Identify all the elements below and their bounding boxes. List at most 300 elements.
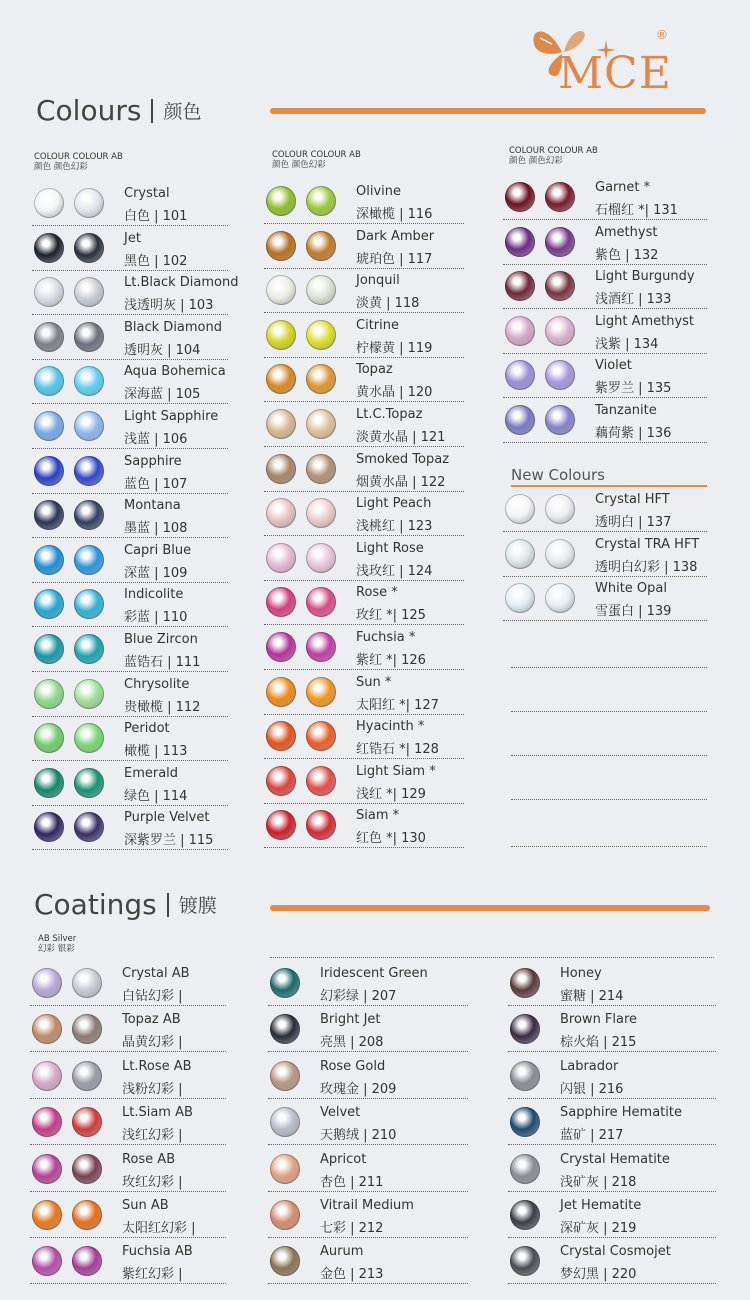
colour-code: 柠檬黄 | 119 bbox=[356, 340, 433, 356]
swatch-entry bbox=[30, 1148, 226, 1192]
swatch-gem-ab bbox=[545, 539, 575, 569]
swatch-entry bbox=[264, 358, 464, 402]
colour-code: 雪蛋白 | 139 bbox=[595, 604, 672, 620]
colour-code: 石榴红 *| 131 bbox=[595, 203, 678, 218]
colour-name: Topaz AB bbox=[122, 1012, 181, 1028]
swatch-entry bbox=[503, 488, 707, 532]
swatch-entry bbox=[264, 448, 464, 492]
swatch-gem bbox=[510, 1154, 540, 1184]
coatings-top-rule bbox=[270, 914, 714, 958]
colour-code: 幻彩绿 | 207 bbox=[320, 989, 397, 1004]
swatch-entry bbox=[264, 581, 464, 625]
colour-code: 玫红 *| 125 bbox=[356, 608, 426, 624]
coatings-rule bbox=[270, 905, 710, 911]
colour-name: Sun AB bbox=[122, 1198, 169, 1213]
swatch-gem-ab bbox=[306, 721, 336, 751]
swatch-entry bbox=[30, 962, 226, 1006]
swatch-gem bbox=[34, 366, 64, 396]
colour-code: 浅红 *| 129 bbox=[356, 786, 426, 802]
swatch-gem bbox=[266, 320, 296, 350]
colour-code: 墨蓝 | 108 bbox=[124, 521, 188, 537]
swatch-gem bbox=[34, 723, 64, 753]
swatch-entry bbox=[508, 1008, 716, 1052]
colour-code: 藕荷紫 | 136 bbox=[595, 426, 672, 441]
colour-name: Rose Gold bbox=[320, 1058, 386, 1074]
swatch-entry bbox=[503, 221, 707, 265]
swatch-gem bbox=[34, 812, 64, 842]
colour-name: Light Amethyst bbox=[595, 313, 695, 329]
swatch-gem bbox=[505, 227, 535, 257]
swatch-entry bbox=[268, 1194, 468, 1238]
swatch-gem-ab bbox=[306, 364, 336, 394]
swatch-entry bbox=[503, 310, 707, 354]
colour-name: Rose AB bbox=[122, 1151, 176, 1167]
swatch-entry bbox=[508, 962, 716, 1006]
swatch-gem bbox=[32, 1246, 62, 1276]
colour-code: 梦幻黑 | 220 bbox=[560, 1267, 637, 1283]
swatch-entry bbox=[264, 760, 464, 804]
colour-name: Citrine bbox=[356, 317, 399, 333]
coatings-section-title bbox=[34, 888, 217, 921]
swatch-gem bbox=[270, 968, 300, 998]
swatch-entry bbox=[32, 628, 228, 672]
colour-name: Hyacinth * bbox=[356, 719, 425, 735]
colour-name: Chrysolite bbox=[124, 676, 190, 692]
new-colours-heading: New Colours bbox=[511, 466, 707, 487]
swatch-gem bbox=[266, 498, 296, 528]
swatch-entry bbox=[32, 806, 228, 850]
colour-name: Crystal HFT bbox=[595, 492, 670, 507]
swatch-gem-ab bbox=[306, 186, 336, 216]
colour-code: 透明白幻彩 | 138 bbox=[595, 559, 698, 575]
colour-name: Olivine bbox=[356, 184, 401, 199]
colour-code: 闪银 | 216 bbox=[560, 1081, 624, 1097]
colour-name: Sun * bbox=[356, 674, 392, 690]
swatch-gem-ab bbox=[545, 583, 575, 613]
swatch-entry bbox=[30, 1008, 226, 1052]
swatch-gem bbox=[34, 233, 64, 263]
swatch-gem-ab bbox=[545, 182, 575, 212]
swatch-gem-ab bbox=[306, 231, 336, 261]
swatch-entry bbox=[30, 1194, 226, 1238]
swatch-gem-ab bbox=[74, 233, 104, 263]
blank-row bbox=[511, 712, 707, 756]
colour-code: 黑色 | 102 bbox=[124, 253, 188, 269]
colour-name: Velvet bbox=[320, 1105, 361, 1121]
colour-name: Apricot bbox=[320, 1151, 367, 1167]
swatch-gem-ab bbox=[74, 411, 104, 441]
colour-name: Jet Hematite bbox=[560, 1198, 642, 1213]
brand-logo bbox=[528, 14, 678, 104]
colour-code: 深紫罗兰 | 115 bbox=[124, 833, 214, 849]
colour-name: Black Diamond bbox=[124, 319, 223, 335]
colour-code: 绿色 | 114 bbox=[124, 788, 188, 804]
colour-name: Jet bbox=[124, 230, 141, 246]
title-separator bbox=[151, 99, 153, 123]
colour-name: Dark Amber bbox=[356, 228, 435, 244]
colour-code: 紫罗兰 | 135 bbox=[595, 381, 672, 397]
swatch-gem-ab bbox=[306, 587, 336, 617]
swatch-gem bbox=[505, 494, 535, 524]
colour-name: Montana bbox=[124, 498, 181, 514]
colour-name: Rose * bbox=[356, 585, 398, 601]
swatch-entry bbox=[32, 271, 239, 315]
colour-name: Jonquil bbox=[356, 273, 400, 289]
swatch-gem bbox=[34, 456, 64, 486]
coatings-title-cn: 镀膜 bbox=[178, 895, 217, 917]
colour-name: Blue Zircon bbox=[124, 632, 198, 647]
swatch-entry bbox=[264, 314, 464, 358]
colour-code: 浅透明灰 | 103 bbox=[124, 298, 214, 314]
coatings-title-en: Coatings bbox=[34, 888, 157, 921]
colour-name: Light Sapphire bbox=[124, 409, 219, 424]
swatch-entry bbox=[32, 583, 228, 627]
swatch-gem-ab bbox=[74, 277, 104, 307]
swatch-entry bbox=[268, 962, 468, 1006]
colour-code: 天鹅绒 | 210 bbox=[320, 1128, 397, 1144]
swatch-gem-ab bbox=[72, 1061, 102, 1091]
swatch-gem bbox=[270, 1014, 300, 1044]
swatch-gem bbox=[270, 1154, 300, 1184]
swatch-gem bbox=[270, 1107, 300, 1137]
colour-name: Lt.C.Topaz bbox=[356, 407, 423, 422]
swatch-gem bbox=[34, 679, 64, 709]
colour-name: Fuchsia AB bbox=[122, 1244, 193, 1260]
registered-mark: ® bbox=[656, 28, 668, 42]
swatch-entry bbox=[32, 494, 228, 538]
swatch-entry bbox=[32, 673, 228, 717]
swatch-entry bbox=[508, 1148, 716, 1192]
colour-name: Crystal AB bbox=[122, 966, 190, 981]
swatch-gem-ab bbox=[545, 360, 575, 390]
colour-name: Topaz bbox=[356, 362, 393, 378]
swatch-entry bbox=[508, 1055, 716, 1099]
swatch-gem bbox=[510, 1061, 540, 1091]
colour-code: 红锆石 *| 128 bbox=[356, 742, 439, 758]
swatch-gem bbox=[510, 1246, 540, 1276]
colour-name: Labrador bbox=[560, 1058, 619, 1074]
swatch-entry bbox=[264, 626, 464, 670]
colour-name: Aurum bbox=[320, 1244, 364, 1260]
colour-name: Crystal Cosmojet bbox=[560, 1244, 671, 1260]
colour-code: 深矿灰 | 219 bbox=[560, 1221, 637, 1236]
swatch-gem-ab bbox=[74, 500, 104, 530]
swatch-gem bbox=[266, 364, 296, 394]
colour-code: 浅桃红 | 123 bbox=[356, 519, 433, 535]
colour-name: Bright Jet bbox=[320, 1012, 381, 1028]
swatch-entry bbox=[503, 533, 707, 577]
swatch-entry bbox=[264, 715, 464, 759]
col3-header: COLOUR COLOUR AB 颜色 颜色幻彩 bbox=[509, 146, 598, 166]
swatch-entry bbox=[264, 492, 464, 536]
colour-code: 玫瑰金 | 209 bbox=[320, 1081, 397, 1097]
swatch-entry bbox=[30, 1240, 226, 1284]
blank-row bbox=[511, 624, 707, 668]
swatch-gem bbox=[34, 589, 64, 619]
swatch-gem-ab bbox=[74, 456, 104, 486]
swatch-gem-ab bbox=[545, 316, 575, 346]
colour-code: 紫红幻彩 | bbox=[122, 1267, 183, 1283]
colour-code: 黄水晶 | 120 bbox=[356, 385, 433, 401]
colour-name: Honey bbox=[560, 966, 602, 981]
swatch-gem bbox=[266, 275, 296, 305]
swatch-entry bbox=[264, 180, 464, 224]
swatch-entry bbox=[264, 269, 464, 313]
colour-code: 棕火焰 | 215 bbox=[560, 1035, 637, 1051]
colour-name: Crystal TRA HFT bbox=[595, 536, 700, 552]
swatch-gem bbox=[505, 316, 535, 346]
swatch-entry bbox=[508, 1194, 716, 1238]
swatch-gem-ab bbox=[74, 322, 104, 352]
colour-name: Peridot bbox=[124, 721, 170, 737]
swatch-gem-ab bbox=[74, 188, 104, 218]
swatch-gem bbox=[32, 1154, 62, 1184]
swatch-gem bbox=[510, 1107, 540, 1137]
swatch-entry bbox=[264, 671, 464, 715]
swatch-gem bbox=[32, 1061, 62, 1091]
swatch-gem bbox=[505, 271, 535, 301]
swatch-gem bbox=[266, 231, 296, 261]
colour-code: 杏色 | 211 bbox=[320, 1174, 384, 1190]
colour-name: Brown Flare bbox=[560, 1012, 638, 1028]
swatch-entry bbox=[268, 1008, 468, 1052]
swatch-entry bbox=[32, 360, 228, 404]
colour-code: 红色 *| 130 bbox=[356, 831, 426, 847]
swatch-gem-ab bbox=[306, 498, 336, 528]
swatch-entry bbox=[32, 450, 228, 494]
swatch-gem-ab bbox=[306, 677, 336, 707]
swatch-gem-ab bbox=[306, 409, 336, 439]
colour-code: 白色 | 101 bbox=[124, 209, 188, 224]
swatch-gem bbox=[34, 188, 64, 218]
colour-name: Indicolite bbox=[124, 587, 184, 603]
swatch-gem bbox=[510, 1014, 540, 1044]
colour-code: 琥珀色 | 117 bbox=[356, 251, 433, 267]
colour-name: Capri Blue bbox=[124, 542, 192, 558]
colour-code: 深海蓝 | 105 bbox=[124, 387, 201, 403]
colour-code: 紫红 *| 126 bbox=[356, 653, 426, 668]
swatch-gem-ab bbox=[72, 1200, 102, 1230]
swatch-gem-ab bbox=[72, 1107, 102, 1137]
swatch-gem bbox=[32, 968, 62, 998]
swatch-gem bbox=[505, 583, 535, 613]
swatch-entry bbox=[32, 717, 228, 761]
swatch-gem-ab bbox=[74, 589, 104, 619]
colour-code: 浅酒红 | 133 bbox=[595, 292, 672, 308]
colour-code: 亮黑 | 208 bbox=[320, 1035, 384, 1051]
swatch-entry bbox=[264, 403, 464, 447]
swatch-gem bbox=[266, 766, 296, 796]
colour-code: 蜜糖 | 214 bbox=[560, 989, 624, 1004]
colours-title-cn: 颜色 bbox=[163, 101, 202, 123]
colours-section-title bbox=[36, 94, 201, 127]
swatch-gem bbox=[266, 677, 296, 707]
colour-code: 浅蓝 | 106 bbox=[124, 432, 188, 447]
swatch-gem bbox=[34, 411, 64, 441]
swatch-entry bbox=[268, 1101, 468, 1145]
colour-code: 太阳红幻彩 | bbox=[122, 1221, 196, 1236]
colour-code: 晶黄幻彩 | bbox=[122, 1035, 183, 1051]
swatch-gem-ab bbox=[74, 679, 104, 709]
colour-name: Lt.Black Diamond bbox=[124, 275, 239, 291]
colour-name: Light Peach bbox=[356, 496, 432, 512]
swatch-entry bbox=[503, 577, 707, 621]
colours-rule bbox=[270, 108, 706, 114]
swatch-gem bbox=[270, 1061, 300, 1091]
swatch-gem-ab bbox=[545, 271, 575, 301]
swatch-gem bbox=[266, 810, 296, 840]
colour-code: 玫红幻彩 | bbox=[122, 1174, 183, 1190]
swatch-entry bbox=[264, 537, 464, 581]
blank-row bbox=[511, 756, 707, 800]
colour-name: Aqua Bohemica bbox=[124, 364, 226, 380]
colour-name: Lt.Siam AB bbox=[122, 1105, 193, 1121]
swatch-entry bbox=[503, 176, 707, 220]
colour-name: White Opal bbox=[595, 581, 667, 597]
swatch-entry bbox=[30, 1101, 226, 1145]
swatch-entry bbox=[30, 1055, 226, 1099]
swatch-gem-ab bbox=[306, 454, 336, 484]
swatch-gem bbox=[266, 409, 296, 439]
colour-name: Smoked Topaz bbox=[356, 451, 450, 467]
swatch-gem-ab bbox=[545, 494, 575, 524]
colour-name: Vitrail Medium bbox=[320, 1198, 414, 1213]
swatch-entry bbox=[268, 1240, 468, 1284]
swatch-gem bbox=[266, 632, 296, 662]
swatch-entry bbox=[268, 1055, 468, 1099]
swatch-gem-ab bbox=[74, 723, 104, 753]
title-separator bbox=[167, 893, 169, 917]
swatch-entry bbox=[32, 539, 228, 583]
colour-code: 白钻幻彩 | bbox=[122, 989, 183, 1004]
swatch-gem bbox=[266, 543, 296, 573]
colour-code: 浅粉幻彩 | bbox=[122, 1081, 183, 1097]
colour-code: 深橄榄 | 116 bbox=[356, 207, 433, 222]
swatch-gem bbox=[266, 186, 296, 216]
colour-code: 紫色 | 132 bbox=[595, 247, 659, 263]
swatch-gem-ab bbox=[72, 1246, 102, 1276]
brand-name: MCE bbox=[558, 48, 672, 99]
colour-name: Garnet * bbox=[595, 180, 651, 195]
swatch-entry bbox=[32, 405, 228, 449]
swatch-gem bbox=[270, 1246, 300, 1276]
colour-code: 蓝锆石 | 111 bbox=[124, 655, 201, 670]
swatch-entry bbox=[264, 804, 464, 848]
swatch-gem bbox=[34, 634, 64, 664]
swatch-gem bbox=[510, 1200, 540, 1230]
swatch-gem-ab bbox=[74, 812, 104, 842]
colour-name: Fuchsia * bbox=[356, 630, 416, 645]
colour-name: Emerald bbox=[124, 765, 179, 781]
colour-code: 深蓝 | 109 bbox=[124, 565, 188, 581]
swatch-gem bbox=[34, 768, 64, 798]
colour-name: Sapphire bbox=[124, 453, 182, 469]
colour-code: 浅矿灰 | 218 bbox=[560, 1174, 637, 1190]
colour-code: 金色 | 213 bbox=[320, 1267, 384, 1283]
colour-name: Purple Velvet bbox=[124, 810, 210, 826]
swatch-gem bbox=[266, 587, 296, 617]
swatch-gem bbox=[505, 182, 535, 212]
swatch-gem-ab bbox=[306, 320, 336, 350]
swatch-entry bbox=[32, 316, 228, 360]
swatch-gem-ab bbox=[74, 768, 104, 798]
colour-name: Violet bbox=[595, 358, 632, 374]
colour-name: Light Burgundy bbox=[595, 269, 695, 285]
swatch-gem-ab bbox=[545, 405, 575, 435]
colour-code: 浅红幻彩 | bbox=[122, 1128, 183, 1144]
colour-code: 贵橄榄 | 112 bbox=[124, 699, 201, 715]
swatch-entry bbox=[32, 762, 228, 806]
swatch-gem bbox=[510, 968, 540, 998]
blank-row bbox=[511, 668, 707, 712]
colour-code: 彩蓝 | 110 bbox=[124, 610, 188, 626]
swatch-gem-ab bbox=[306, 810, 336, 840]
colour-code: 透明灰 | 104 bbox=[124, 342, 201, 358]
colour-name: Lt.Rose AB bbox=[122, 1058, 192, 1074]
col2-header: COLOUR COLOUR AB 颜色 颜色幻彩 bbox=[272, 150, 361, 170]
swatch-entry bbox=[32, 227, 228, 271]
colour-code: 浅紫 | 134 bbox=[595, 336, 659, 352]
swatch-gem bbox=[270, 1200, 300, 1230]
colour-code: 橄榄 | 113 bbox=[124, 744, 188, 760]
swatch-gem-ab bbox=[545, 227, 575, 257]
colour-code: 淡黄 | 118 bbox=[356, 296, 420, 312]
colours-title-en: Colours bbox=[36, 94, 142, 127]
swatch-gem-ab bbox=[306, 543, 336, 573]
swatch-gem bbox=[32, 1014, 62, 1044]
swatch-gem bbox=[34, 500, 64, 530]
swatch-gem bbox=[505, 539, 535, 569]
swatch-gem-ab bbox=[306, 766, 336, 796]
swatch-entry bbox=[508, 1240, 716, 1284]
colour-code: 淡黄水晶 | 121 bbox=[356, 430, 446, 445]
swatch-entry bbox=[264, 225, 464, 269]
swatch-gem-ab bbox=[74, 366, 104, 396]
swatch-entry bbox=[503, 354, 707, 398]
swatch-entry bbox=[503, 265, 707, 309]
swatch-gem bbox=[32, 1200, 62, 1230]
colour-name: Sapphire Hematite bbox=[560, 1105, 682, 1121]
swatch-gem bbox=[34, 277, 64, 307]
swatch-gem-ab bbox=[306, 275, 336, 305]
col1-header: COLOUR COLOUR AB 颜色 颜色幻彩 bbox=[34, 152, 123, 172]
swatch-entry bbox=[508, 1101, 716, 1145]
colour-code: 烟黄水晶 | 122 bbox=[356, 474, 446, 490]
swatch-gem-ab bbox=[72, 968, 102, 998]
swatch-gem-ab bbox=[74, 545, 104, 575]
colour-name: Tanzanite bbox=[595, 403, 657, 418]
colour-name: Light Siam * bbox=[356, 763, 436, 779]
colour-code: 太阳红 *| 127 bbox=[356, 697, 439, 713]
colour-name: Amethyst bbox=[595, 224, 658, 240]
swatch-entry bbox=[503, 399, 707, 443]
colour-name: Iridescent Green bbox=[320, 966, 428, 981]
colour-name: Siam * bbox=[356, 808, 400, 824]
swatch-gem-ab bbox=[306, 632, 336, 662]
colour-code: 七彩 | 212 bbox=[320, 1221, 384, 1236]
swatch-entry bbox=[268, 1148, 468, 1192]
colour-name: Crystal bbox=[124, 186, 170, 201]
swatch-gem bbox=[34, 322, 64, 352]
swatch-gem-ab bbox=[74, 634, 104, 664]
colour-code: 蓝色 | 107 bbox=[124, 476, 188, 492]
swatch-entry bbox=[32, 182, 228, 226]
swatch-gem bbox=[266, 721, 296, 751]
colour-code: 透明白 | 137 bbox=[595, 515, 672, 530]
colour-name: Light Rose bbox=[356, 540, 424, 556]
colour-name: Crystal Hematite bbox=[560, 1151, 670, 1167]
coat-col1-header: AB Silver 幻彩 银彩 bbox=[38, 934, 77, 954]
